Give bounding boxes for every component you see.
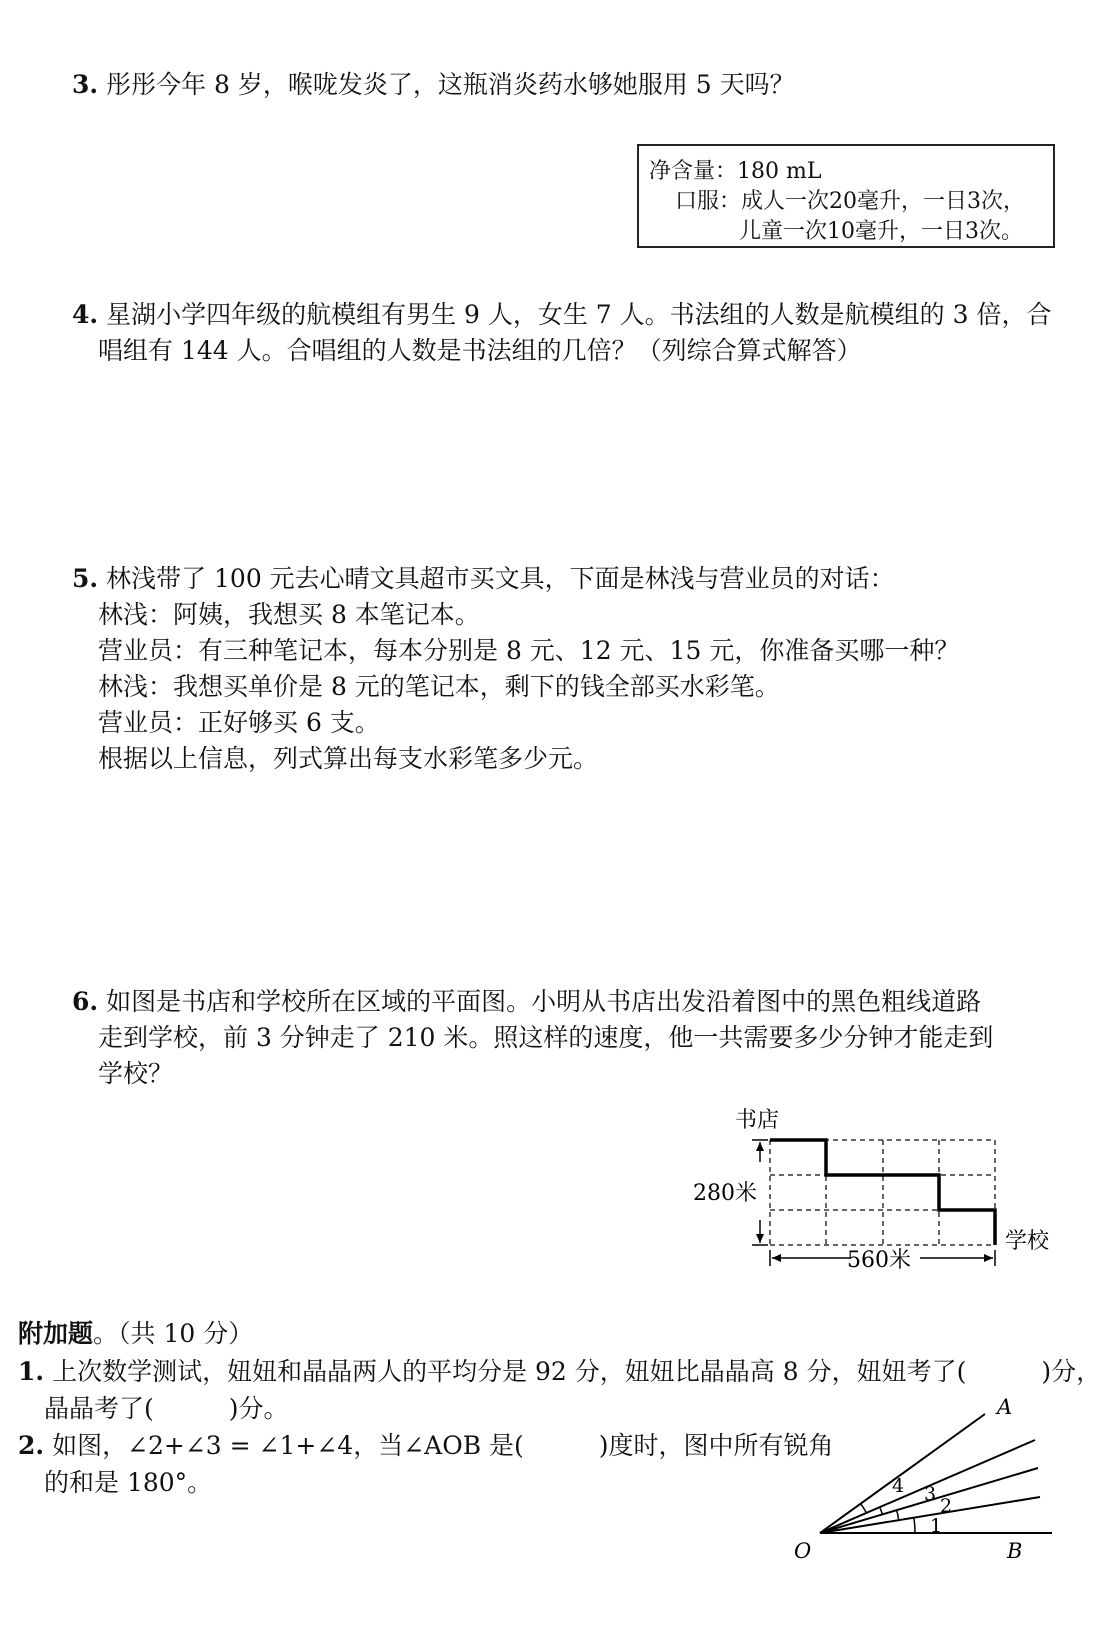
ray-oa: [820, 1414, 985, 1533]
point-o-label: O: [794, 1539, 812, 1563]
question-intro: 林浅带了 100 元去心晴文具超市买文具，下面是林浅与营业员的对话：: [106, 564, 895, 593]
question-text: 彤彤今年 8 岁，喉咙发炎了，这瓶消炎药水够她服用 5 天吗？: [106, 70, 795, 99]
arrow-left: [772, 1254, 781, 1262]
question-number: 6.: [72, 987, 99, 1016]
bonus-score: 。（共 10 分）: [93, 1319, 254, 1348]
question-5: [72, 562, 895, 596]
arc-angle-4: [861, 1504, 867, 1513]
arc-angle-1: [914, 1518, 915, 1533]
dialog-line: 营业员：正好够买 6 支。: [98, 708, 380, 737]
question-6-line3: 学校？: [98, 1059, 174, 1088]
question-text-line1: 星湖小学四年级的航模组有男生 9 人，女生 7 人。书法组的人数是航模组的 3 倍，合: [106, 300, 1052, 329]
arrow-down: [756, 1234, 764, 1243]
question-number: 4.: [72, 300, 99, 329]
width-label: 560米: [847, 1248, 911, 1273]
bonus-question-2: [18, 1429, 834, 1463]
question-number: 2.: [18, 1431, 45, 1460]
question-4: [72, 298, 1051, 332]
walking-route: [770, 1140, 995, 1245]
grid-dashed: [770, 1140, 995, 1245]
height-label: 280米: [693, 1181, 757, 1206]
dialog-line: 营业员：有三种笔记本，每本分别是 8 元、12 元、15 元，你准备买哪一种？: [98, 636, 960, 665]
area-map: [690, 1100, 1070, 1280]
dialog-line: 林浅：我想买单价是 8 元的笔记本，剩下的钱全部买水彩笔。: [98, 672, 780, 701]
angle-figure: [794, 1395, 1070, 1565]
dosage-adult: 口服：成人一次20毫升，一日3次，: [675, 189, 1025, 214]
net-content: 净含量：180 mL: [649, 159, 822, 184]
bonus-header: [18, 1317, 253, 1351]
question-instruction: 根据以上信息，列式算出每支水彩笔多少元。: [98, 744, 599, 773]
question-6: [72, 985, 981, 1019]
dialog-line: 林浅：阿姨，我想买 8 本笔记本。: [98, 600, 480, 629]
question-text-line1: 如图是书店和学校所在区域的平面图。小明从书店出发沿着图中的黑色粗线道路: [106, 987, 982, 1016]
question-3: [72, 68, 795, 102]
bonus-question-1: [18, 1355, 1101, 1389]
arc-angle-2: [897, 1510, 899, 1520]
angle-2-label: 2: [940, 1495, 953, 1517]
bonus-question-1-line2: 晶晶考了( )分。: [44, 1394, 289, 1423]
question-4-line2: 唱组有 144 人。合唱组的人数是书法组的几倍？（列综合算式解答）: [98, 336, 862, 365]
question-6-line2: 走到学校，前 3 分钟走了 210 米。照这样的速度，他一共需要多少分钟才能走到: [98, 1023, 994, 1052]
question-number: 3.: [72, 70, 99, 99]
question-number: 1.: [18, 1357, 45, 1386]
dosage-child: 儿童一次10毫升，一日3次。: [739, 219, 1023, 244]
point-a-label: A: [997, 1395, 1013, 1419]
arrow-up: [756, 1142, 764, 1151]
angle-4-label: 4: [892, 1475, 905, 1497]
medicine-label: [637, 144, 1055, 248]
point-b-label: B: [1007, 1539, 1023, 1563]
arrow-right: [984, 1254, 993, 1262]
question-number: 5.: [72, 564, 99, 593]
angle-1-label: 1: [930, 1515, 943, 1537]
question-text-line1: 如图，∠2+∠3 = ∠1+∠4，当∠AOB 是( )度时，图中所有锐角: [52, 1431, 834, 1460]
bonus-title: 附加题: [18, 1319, 94, 1348]
question-text-line1: 上次数学测试，妞妞和晶晶两人的平均分是 92 分，妞妞比晶晶高 8 分，妞妞考了( )分，: [52, 1357, 1101, 1386]
bookstore-label: 书店: [735, 1108, 780, 1133]
bonus-question-2-line2: 的和是 180°。: [44, 1468, 213, 1497]
arc-angle-3: [880, 1507, 883, 1514]
school-label: 学校: [1005, 1229, 1050, 1254]
angle-3-label: 3: [924, 1483, 937, 1505]
